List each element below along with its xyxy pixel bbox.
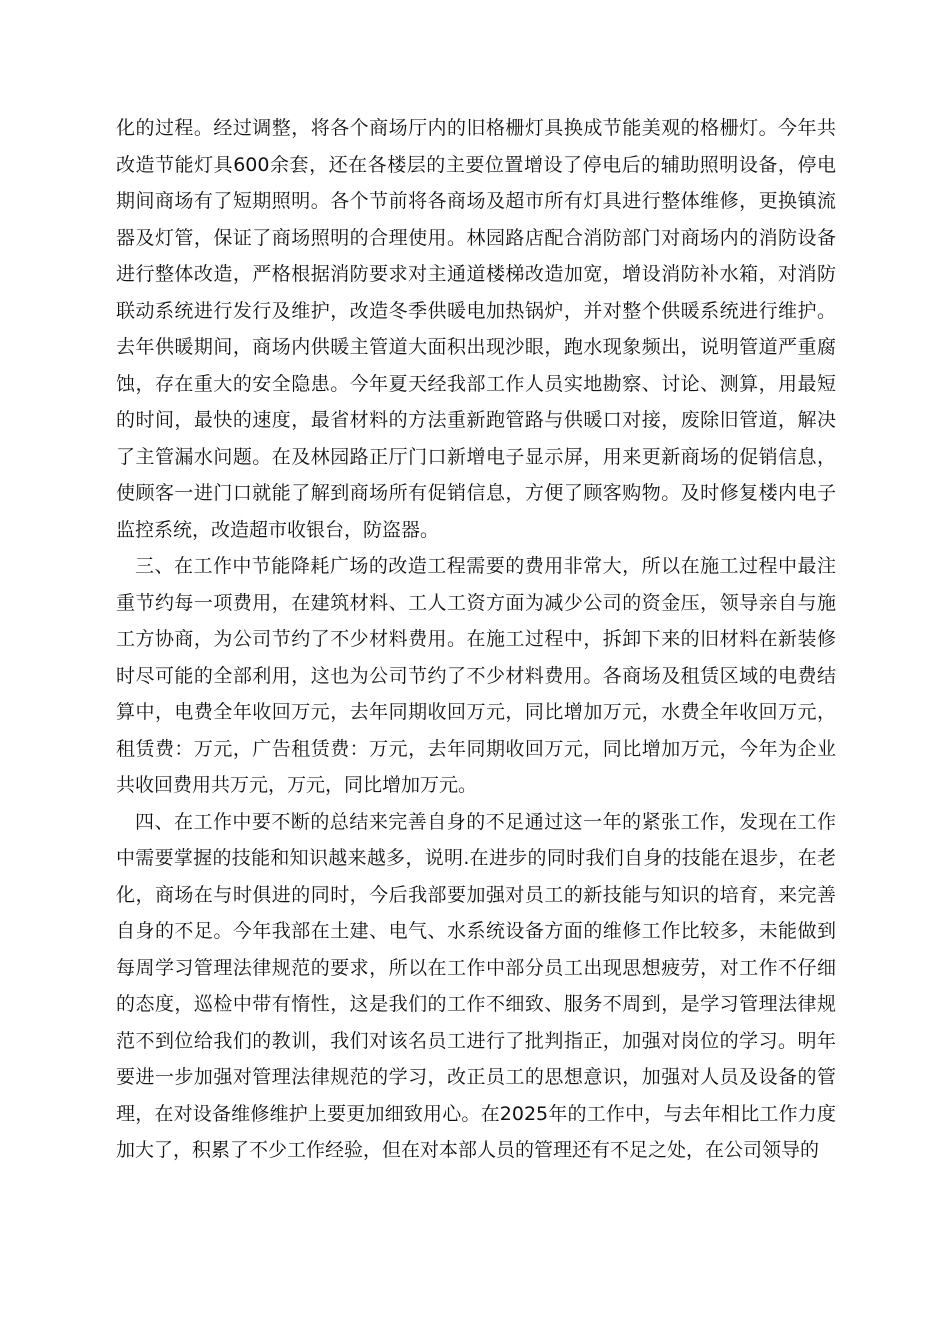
document-body (116, 110, 836, 1169)
paragraph-continuation: 化的过程。经过调整，将各个商场厅内的旧格栅灯具换成节能美观的格栅灯。今年共改造节能灯具600余套，还在各楼层的主要位置增设了停电后的辅助照明设备，停电期间商场有了短期照明。各个节前将各商场及超市所有灯具进行整体维修，更换镇流器及灯管，保证了商场照明的合理使用。林园路店配合消防部门对商场内的消防设备进行整体改造，严格根据消防要求对主通道楼梯改造加宽，增设消防补水箱，对消防联动系统进行发行及维护，改造冬季供暖电加热锅炉，并对整个供暖系统进行维护。去年供暖期间，商场内供暖主管道大面积出现沙眼，跑水现象频出，说明管道严重腐蚀，存在重大的安全隐患。今年夏天经我部工作人员实地勘察、讨论、测算，用最短的时间，最快的速度，最省材料的方法重新跑管路与供暖口对接，废除旧管道，解决了主管漏水问题。在及林园路正厅门口新增电子显示屏，用来更新商场的促销信息，使顾客一进门口就能了解到商场所有促销信息，方便了顾客购物。及时修复楼内电子监控系统，改造超市收银台，防盗器。 (116, 117, 836, 541)
paragraph-section-three: 三、在工作中节能降耗广场的改造工程需要的费用非常大，所以在施工过程中最注重节约每一项费用，在建筑材料、工人工资方面为减少公司的资金压，领导亲自与施工方协商，为公司节约了不少材料费用。在施工过程中，拆卸下来的旧材料在新装修时尽可能的全部利用，这也为公司节约了不少材料费用。各商场及租赁区域的电费结算中，电费全年收回万元，去年同期收回万元，同比增加万元，水费全年收回万元，租赁费：万元，广告租赁费：万元，去年同期收回万元，同比增加万元，今年为企业共收回费用共万元，万元，同比增加万元。 (116, 555, 836, 796)
paragraph-section-four: 四、在工作中要不断的总结来完善自身的不足通过这一年的紧张工作，发现在工作中需要掌握的技能和知识越来越多，说明.在进步的同时我们自身的技能在退步，在老化，商场在与时俱进的同时，今后我部要加强对员工的新技能与知识的培育，来完善自身的不足。今年我部在土建、电气、水系统设备方面的维修工作比较多，未能做到每周学习管理法律规范的要求，所以在工作中部分员工出现思想疲劳，对工作不仔细的态度，巡检中带有惰性，这是我们的工作不细致、服务不周到，是学习管理法律规范不到位给我们的教训，我们对该名员工进行了批判指正，加强对岗位的学习。明年要进一步加强对管理法律规范的学习，改正员工的思想意识，加强对人员及设备的管理，在对设备维修维护上要更加细致用心。在2025年的工作中，与去年相比工作力度加大了，积累了不少工作经验，但在对本部人员的管理还有不足之处，在公司领导的 (116, 810, 836, 1161)
